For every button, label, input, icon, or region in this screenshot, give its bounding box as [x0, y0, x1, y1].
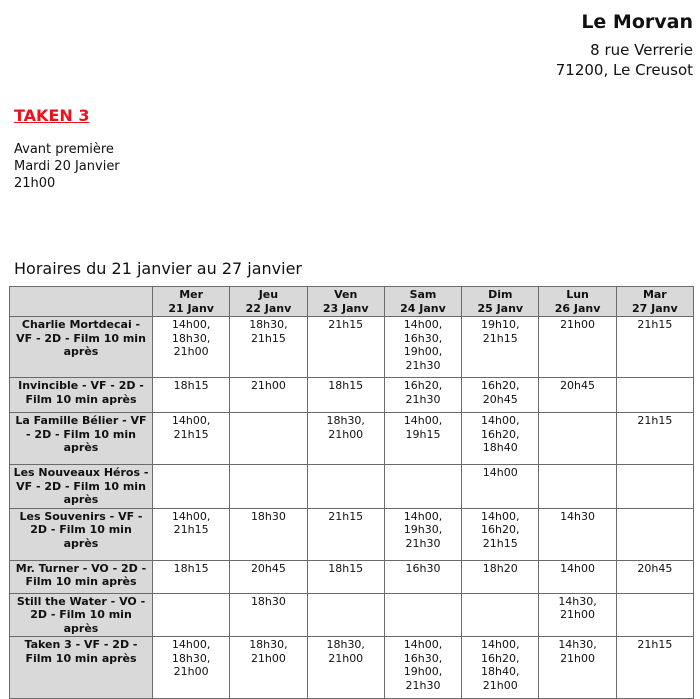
- showtime: 18h30,: [249, 318, 288, 331]
- showtime-cell: [307, 413, 384, 465]
- cinema-address-line2: 71200, Le Creusot: [555, 61, 693, 79]
- schedule-table: [9, 286, 694, 699]
- showtime: 14h00,: [481, 509, 520, 523]
- showtime-cell: [462, 637, 539, 699]
- showtime: 21h00: [173, 345, 209, 358]
- day-name: Mer: [179, 288, 204, 301]
- showtime-cell: [230, 378, 307, 413]
- showtime: 18h30: [250, 509, 286, 523]
- showtime: 16h20,: [481, 523, 520, 536]
- showtime-cell: [153, 593, 230, 637]
- showtime: 20h45: [637, 561, 673, 575]
- showtime: 21h15: [637, 318, 673, 331]
- cinema-info: [556, 10, 693, 80]
- showtime-cell: [539, 378, 616, 413]
- showtime-cell: [462, 465, 539, 509]
- showtime-cell: [462, 593, 539, 637]
- showtime-cell: [384, 378, 461, 413]
- showtime: 18h40,: [481, 665, 520, 678]
- showtime-cell: [539, 465, 616, 509]
- film-name-cell: Charlie Mortdecai - VF - 2D - Film 10 min après: [10, 317, 153, 378]
- day-header: [462, 287, 539, 317]
- showtime-cell: [462, 413, 539, 465]
- showtime: 21h15: [482, 331, 518, 345]
- showtime: 16h20,: [403, 379, 443, 392]
- day-date: 23 Janv: [322, 301, 369, 315]
- schedule-header-row: [10, 287, 694, 317]
- showtime: 21h15: [482, 536, 518, 550]
- table-row: [10, 593, 694, 637]
- day-date: 25 Janv: [477, 301, 524, 315]
- cinema-address-line1: 8 rue Verrerie: [590, 41, 693, 59]
- header-corner: [10, 287, 153, 317]
- showtime: 19h00,: [403, 345, 443, 358]
- day-header: [307, 287, 384, 317]
- showtime-cell: [539, 637, 616, 699]
- premiere-label: Avant première: [14, 142, 114, 157]
- showtime: 14h00,: [403, 509, 443, 523]
- film-name-cell: Still the Water - VO - 2D - Film 10 min après: [10, 593, 153, 637]
- showtime-cell: [462, 508, 539, 560]
- showtime-cell: [230, 637, 307, 699]
- day-name: Dim: [488, 288, 513, 301]
- showtime-cell: [384, 593, 461, 637]
- showtime-cell: [153, 508, 230, 560]
- showtime: 21h15: [173, 427, 209, 441]
- showtime: 20h45: [250, 561, 286, 575]
- showtime: 16h30,: [403, 331, 443, 345]
- feature-title: TAKEN 3: [14, 106, 90, 125]
- showtime-cell: [616, 560, 693, 593]
- showtime-cell: [384, 317, 461, 378]
- premiere-date: Mardi 20 Janvier: [14, 159, 120, 174]
- showtime-cell: [616, 637, 693, 699]
- showtime-cell: [539, 508, 616, 560]
- showtime: 18h30,: [171, 331, 211, 345]
- showtime: 21h00: [560, 318, 596, 331]
- table-row: [10, 317, 694, 378]
- showtime-cell: [307, 508, 384, 560]
- film-name-cell: Les Nouveaux Héros - VF - 2D - Film 10 min après: [10, 465, 153, 509]
- day-name: Mar: [642, 288, 667, 301]
- showtime-cell: [539, 593, 616, 637]
- showtime: 14h00,: [481, 414, 520, 427]
- premiere-info: [14, 141, 120, 192]
- day-header: [616, 287, 693, 317]
- showtime-cell: [384, 508, 461, 560]
- showtime-cell: [384, 465, 461, 509]
- day-header: [153, 287, 230, 317]
- table-row: [10, 560, 694, 593]
- day-header: [539, 287, 616, 317]
- table-row: [10, 637, 694, 699]
- showtime: 19h30,: [403, 523, 443, 536]
- showtime: 14h00: [560, 561, 596, 575]
- showtime-cell: [462, 560, 539, 593]
- showtime-cell: [307, 317, 384, 378]
- showtime-cell: [616, 465, 693, 509]
- showtime-cell: [230, 317, 307, 378]
- schedule-title: Horaires du 21 janvier au 27 janvier: [14, 259, 302, 278]
- showtime: 21h15: [637, 638, 673, 651]
- showtime: 18h30,: [326, 638, 365, 651]
- showtime: 14h00,: [481, 638, 520, 651]
- showtime: 16h20,: [481, 379, 520, 392]
- showtime-cell: [153, 560, 230, 593]
- showtime-cell: [384, 560, 461, 593]
- showtime: 21h15: [328, 509, 364, 523]
- showtime-cell: [539, 317, 616, 378]
- showtime: 18h15: [328, 561, 364, 575]
- showtime: 19h00,: [403, 665, 443, 678]
- showtime: 21h15: [328, 318, 364, 331]
- showtime-cell: [230, 593, 307, 637]
- showtime: 21h15: [637, 414, 673, 427]
- film-name-cell: Mr. Turner - VO - 2D - Film 10 min après: [10, 560, 153, 593]
- showtime-cell: [384, 413, 461, 465]
- showtime-cell: [307, 637, 384, 699]
- showtime: 21h00: [173, 665, 209, 678]
- showtime-cell: [616, 413, 693, 465]
- showtime-cell: [307, 378, 384, 413]
- showtime-cell: [384, 637, 461, 699]
- showtime-cell: [616, 593, 693, 637]
- showtime-cell: [153, 378, 230, 413]
- showtime: 18h20: [482, 561, 518, 575]
- showtime: 21h30: [405, 536, 441, 550]
- showtime-cell: [539, 413, 616, 465]
- day-date: 27 Janv: [632, 301, 678, 315]
- showtime: 21h00: [560, 608, 596, 621]
- showtime: 14h00,: [403, 638, 443, 651]
- day-header: [384, 287, 461, 317]
- showtime: 21h30: [405, 392, 441, 406]
- showtime: 14h00,: [403, 318, 443, 331]
- showtime-cell: [616, 317, 693, 378]
- showtime-cell: [230, 465, 307, 509]
- showtime: 16h30: [405, 561, 441, 575]
- showtime: 21h00: [250, 651, 286, 665]
- table-row: [10, 413, 694, 465]
- showtime-cell: [153, 637, 230, 699]
- showtime-cell: [307, 560, 384, 593]
- showtime: 14h00: [482, 466, 518, 479]
- day-date: 26 Janv: [554, 301, 601, 315]
- showtime: 21h00: [250, 379, 286, 392]
- showtime-cell: [462, 317, 539, 378]
- showtime-cell: [539, 560, 616, 593]
- showtime: 19h10,: [481, 318, 520, 331]
- showtime: 16h20,: [481, 651, 520, 665]
- premiere-time: 21h00: [14, 176, 56, 191]
- showtime-cell: [153, 465, 230, 509]
- showtime: 18h30,: [326, 414, 365, 427]
- showtime: 18h15: [328, 379, 364, 392]
- showtime: 16h30,: [403, 651, 443, 665]
- showtime: 14h00,: [171, 318, 211, 331]
- day-name: Sam: [409, 288, 437, 301]
- showtime-cell: [307, 593, 384, 637]
- table-row: [10, 378, 694, 413]
- showtime: 21h00: [482, 678, 518, 692]
- showtime: 14h30: [560, 509, 596, 523]
- showtime-cell: [307, 465, 384, 509]
- showtime: 21h00: [560, 651, 596, 665]
- showtime-cell: [153, 413, 230, 465]
- day-date: 22 Janv: [245, 301, 292, 315]
- showtime: 14h30,: [558, 594, 597, 608]
- showtime-cell: [616, 378, 693, 413]
- showtime-cell: [616, 508, 693, 560]
- showtime: 14h00,: [403, 414, 443, 427]
- showtime: 19h15: [405, 427, 441, 441]
- showtime: 21h15: [173, 523, 209, 536]
- showtime: 18h15: [173, 379, 209, 392]
- film-name-cell: Les Souvenirs - VF - 2D - Film 10 min après: [10, 508, 153, 560]
- showtime: 21h00: [328, 427, 364, 441]
- showtime: 18h30,: [249, 638, 288, 651]
- showtime: 20h45: [482, 392, 518, 406]
- showtime-cell: [230, 413, 307, 465]
- showtime: 14h30,: [558, 638, 597, 651]
- showtime-cell: [230, 508, 307, 560]
- film-name-cell: La Famille Bélier - VF - 2D - Film 10 min après: [10, 413, 153, 465]
- table-row: [10, 508, 694, 560]
- showtime: 18h15: [173, 561, 209, 575]
- showtime: 14h00,: [171, 638, 211, 651]
- showtime: 16h20,: [481, 427, 520, 441]
- film-name-cell: Invincible - VF - 2D - Film 10 min après: [10, 378, 153, 413]
- showtime: 18h40: [482, 441, 518, 454]
- showtime: 14h00,: [171, 414, 211, 427]
- day-date: 24 Janv: [400, 301, 446, 315]
- showtime: 21h30: [405, 358, 441, 372]
- showtime-cell: [153, 317, 230, 378]
- showtime: 20h45: [560, 379, 596, 392]
- day-header: [230, 287, 307, 317]
- film-name-cell: Taken 3 - VF - 2D - Film 10 min après: [10, 637, 153, 699]
- cinema-name: Le Morvan: [581, 11, 693, 33]
- showtime-cell: [462, 378, 539, 413]
- showtime: 21h15: [250, 331, 286, 345]
- day-name: Lun: [566, 288, 589, 301]
- showtime-cell: [230, 560, 307, 593]
- showtime: 18h30: [250, 594, 286, 608]
- showtime: 18h30,: [171, 651, 211, 665]
- showtime: 21h30: [405, 678, 441, 692]
- showtime: 14h00,: [171, 509, 211, 523]
- day-date: 21 Janv: [168, 301, 214, 315]
- showtime: 21h00: [328, 651, 364, 665]
- table-row: [10, 465, 694, 509]
- day-name: Ven: [334, 288, 358, 301]
- day-name: Jeu: [258, 288, 279, 301]
